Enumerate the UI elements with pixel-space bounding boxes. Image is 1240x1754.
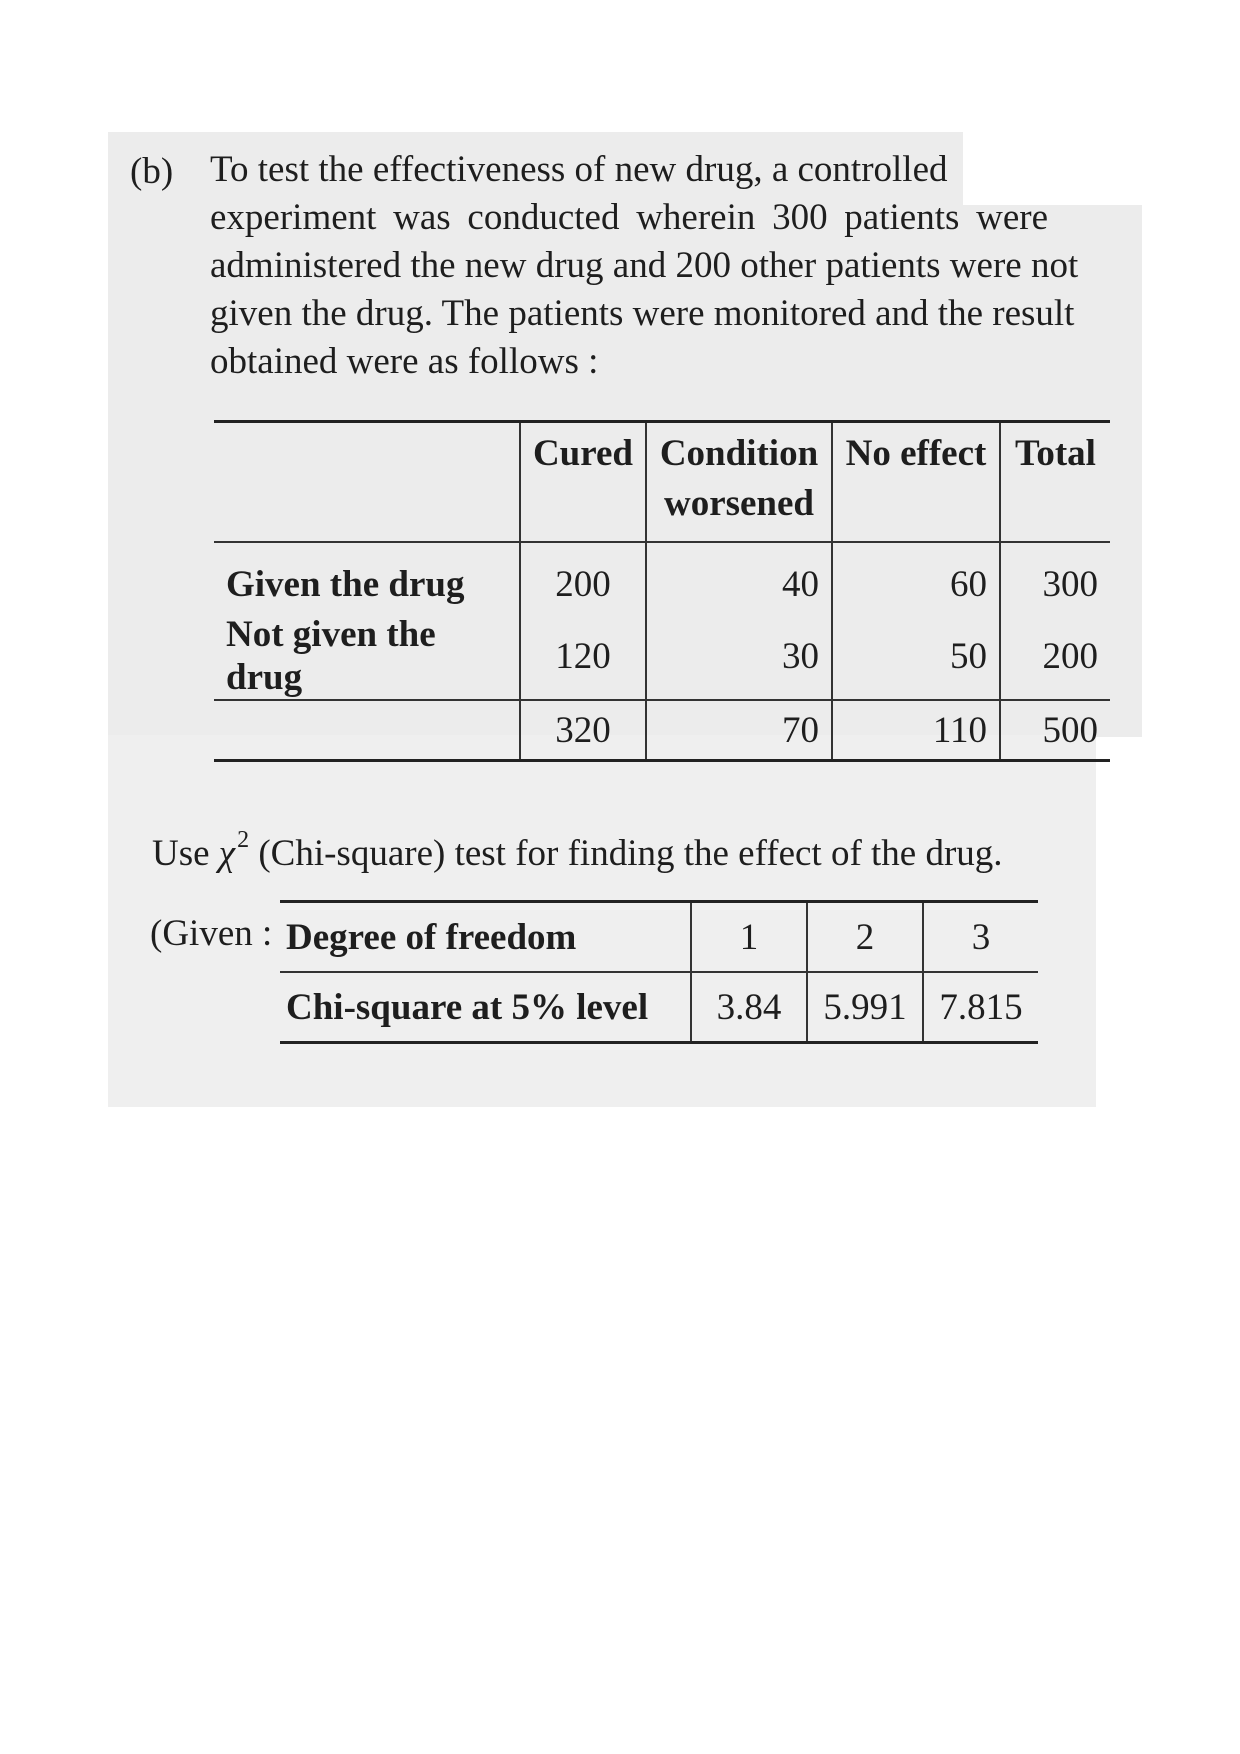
critical-values-table bbox=[280, 900, 1038, 1044]
question-line-5: obtained were as follows : bbox=[210, 341, 599, 382]
question-line-3: administered the new drug and 200 other patients were not bbox=[210, 245, 1079, 286]
chi-value-3: 7.815 bbox=[923, 972, 1038, 1043]
cell-not-given-worsened: 30 bbox=[646, 613, 832, 700]
cell-not-given-cured: 120 bbox=[520, 613, 646, 700]
chi-square-row bbox=[280, 972, 1038, 1043]
total-no-effect: 110 bbox=[832, 700, 1000, 761]
chi-superscript: 2 bbox=[237, 827, 250, 853]
total-worsened: 70 bbox=[646, 700, 832, 761]
header-blank bbox=[214, 422, 520, 543]
total-grand: 500 bbox=[1000, 700, 1110, 761]
results-table bbox=[214, 420, 1110, 762]
instruction-rest: (Chi-square) test for finding the effect of the drug. bbox=[258, 833, 1003, 874]
question-line-2: experiment was conducted wherein 300 patients were bbox=[210, 197, 1048, 238]
header-no-effect: No effect bbox=[832, 422, 1000, 543]
totals-blank bbox=[214, 700, 520, 761]
instruction-line bbox=[152, 827, 1003, 875]
df-2: 2 bbox=[807, 902, 923, 973]
cell-not-given-no-effect: 50 bbox=[832, 613, 1000, 700]
table-row bbox=[214, 542, 1110, 613]
df-3: 3 bbox=[923, 902, 1038, 973]
header-cured: Cured bbox=[520, 422, 646, 543]
cell-not-given-total: 200 bbox=[1000, 613, 1110, 700]
header-condition-worsened bbox=[646, 422, 832, 543]
table-row bbox=[214, 613, 1110, 700]
given-prefix: (Given : bbox=[150, 913, 273, 954]
question-line-4: given the drug. The patients were monitored and the result bbox=[210, 293, 1075, 334]
totals-row bbox=[214, 700, 1110, 761]
df-row bbox=[280, 902, 1038, 973]
chi-square-label: Chi-square at 5% level bbox=[286, 986, 649, 1028]
df-label: Degree of freedom bbox=[286, 916, 577, 958]
total-cured: 320 bbox=[520, 700, 646, 761]
cell-given-cured: 200 bbox=[520, 542, 646, 613]
cell-given-total: 300 bbox=[1000, 542, 1110, 613]
cell-given-no-effect: 60 bbox=[832, 542, 1000, 613]
row-label-given: Given the drug bbox=[226, 563, 465, 605]
question-line-1: To test the effectiveness of new drug, a controlled bbox=[210, 149, 948, 190]
chi-value-2: 5.991 bbox=[807, 972, 923, 1043]
cell-given-worsened: 40 bbox=[646, 542, 832, 613]
chi-symbol: χ bbox=[218, 833, 236, 874]
header-condition: Condition bbox=[659, 433, 819, 474]
question-label: (b) bbox=[130, 151, 174, 192]
chi-value-1: 3.84 bbox=[691, 972, 807, 1043]
table-header-row bbox=[214, 422, 1110, 543]
header-total: Total bbox=[1000, 422, 1110, 543]
question-text bbox=[210, 146, 1079, 386]
header-worsened: worsened bbox=[663, 483, 815, 524]
instruction-use: Use bbox=[152, 833, 210, 874]
row-label-not-given: Not given the drug bbox=[226, 614, 436, 698]
df-1: 1 bbox=[691, 902, 807, 973]
